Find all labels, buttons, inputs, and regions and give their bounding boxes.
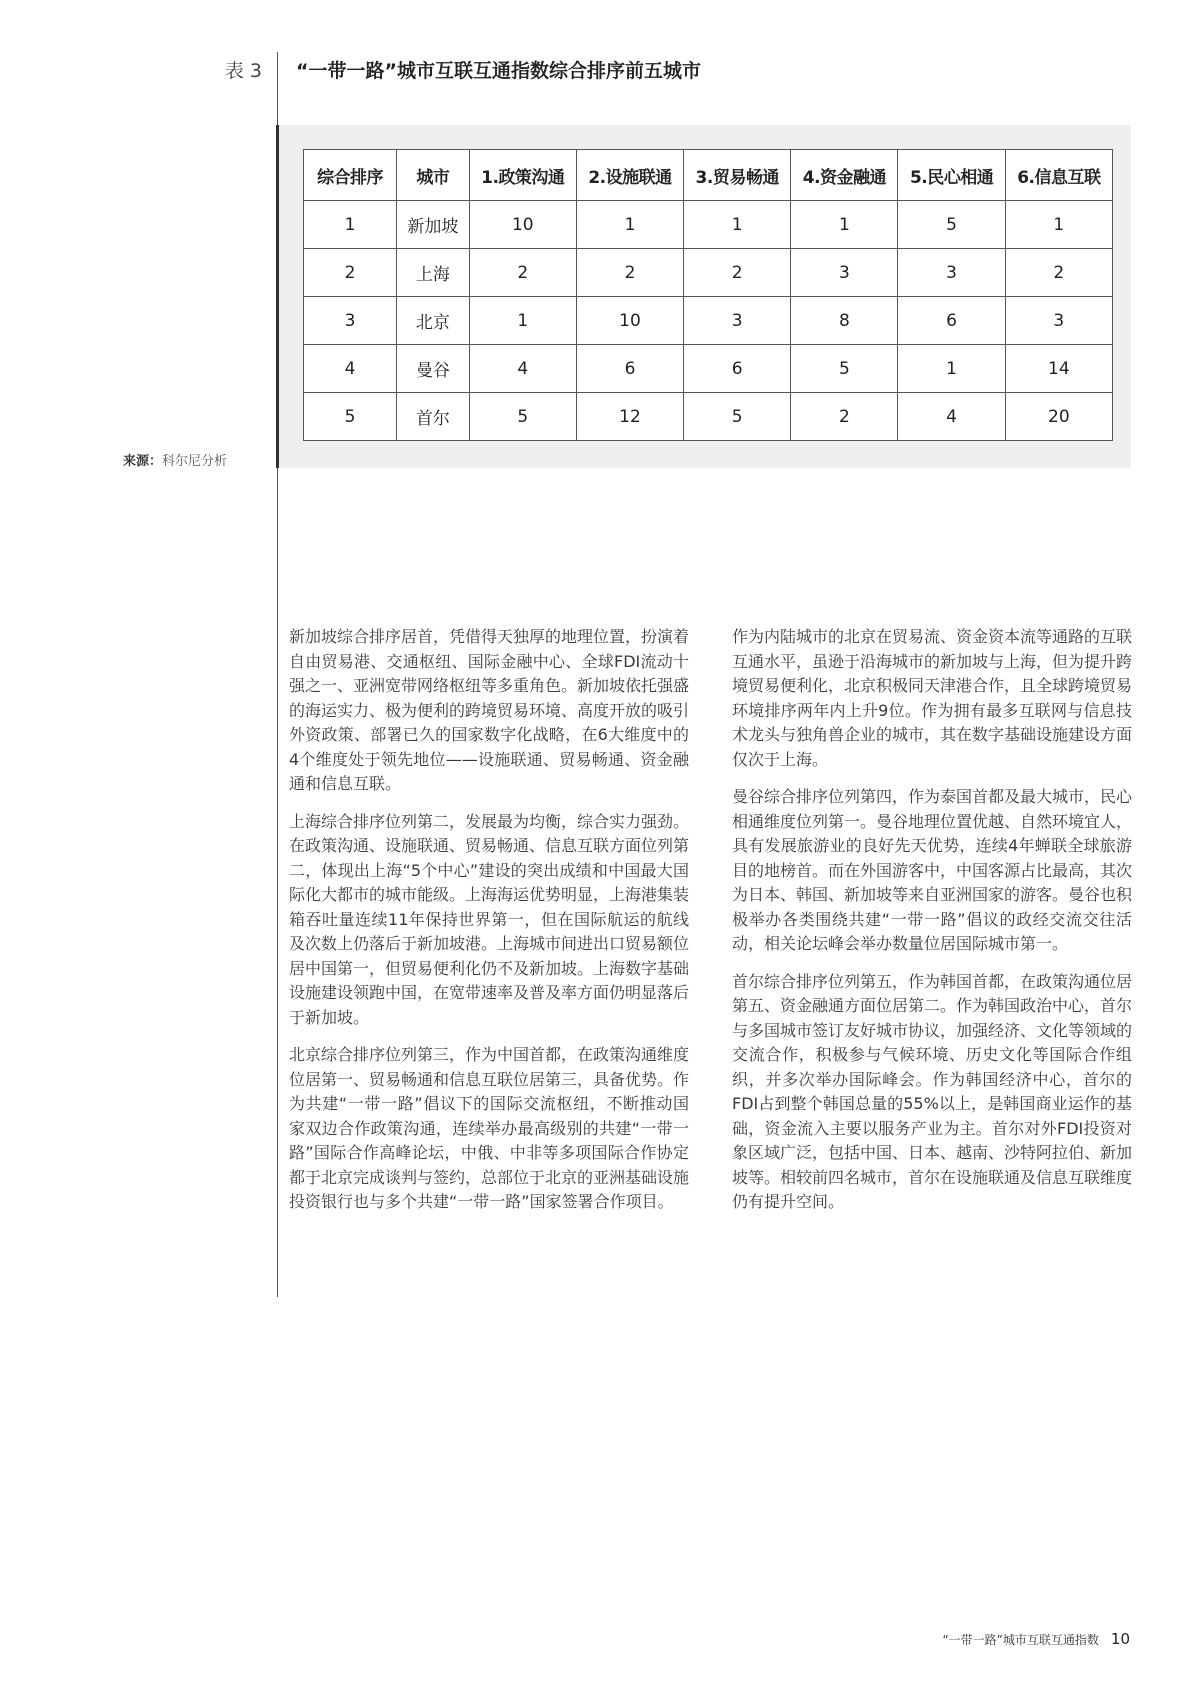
table-cell: 20 bbox=[1005, 393, 1112, 441]
source-label: 来源： bbox=[123, 454, 163, 469]
table-cell: 1 bbox=[898, 345, 1005, 393]
paragraph-shanghai: 上海综合排序位列第二，发展最为均衡，综合实力强劲。在政策沟通、设施联通、贸易畅通、信息互联方面位列第二，体现出上海“5个中心”建设的突出成绩和中国最大国际化大都市的城市能级。上海海运优势明显，上海港集装箱吞吐量连续11年保持世界第一，但在国际航运的航线及次数上仍落后于新加坡港。上海城市间进出口贸易额位居中国第一，但贸易便利化仍不及新加坡。上海数字基础设施建设领跑中国，在宽带速率及普及率方面仍明显落后于新加坡。 bbox=[289, 811, 690, 1027]
table-cell: 6 bbox=[898, 297, 1005, 345]
header-cell: 综合排序 bbox=[304, 150, 397, 201]
page-number: 10 bbox=[1110, 1630, 1130, 1648]
table-row bbox=[304, 249, 1113, 297]
table-cell: 2 bbox=[304, 249, 397, 297]
paragraph-seoul: 首尔综合排序位列第五，作为韩国首都，在政策沟通位居第五、资金融通方面位居第二。作为韩国政治中心，首尔与多国城市签订友好城市协议，加强经济、文化等领域的交流合作，积极参与气候环境、历史文化等国际合作组织，并多次举办国际峰会。作为韩国经济中心，首尔的FDI占到整个韩国总量的55%以上，是韩国商业运作的基础，资金流入主要以服务产业为主。首尔对外FDI投资对象区域广泛，包括中国、日本、越南、沙特阿拉伯、新加坡等。相较前四名城市，首尔在设施联通及信息互联维度仍有提升空间。 bbox=[732, 971, 1133, 1211]
header-cell: 3.贸易畅通 bbox=[684, 150, 791, 201]
source-note bbox=[123, 450, 227, 469]
table-cell: 3 bbox=[791, 249, 898, 297]
table-cell: 1 bbox=[791, 201, 898, 249]
table-cell: 2 bbox=[684, 249, 791, 297]
paragraph-beijing: 北京综合排序位列第三，作为中国首都，在政策沟通维度位居第一、贸易畅通和信息互联位居第三，具备优势。作为共建“一带一路”倡议下的国际交流枢纽，不断推动国家双边合作政策沟通，连续举办最高级别的共建“一带一路”国际合作高峰论坛，中俄、中非等多项国际合作协定都于北京完成谈判与签约，总部位于北京的亚洲基础设施投资银行也与多个共建“一带一路”国家签署合作项目。 bbox=[289, 1045, 690, 1211]
table-cell: 5 bbox=[304, 393, 397, 441]
table-cell: 10 bbox=[469, 201, 576, 249]
table-row bbox=[304, 201, 1113, 249]
header-cell: 2.设施联通 bbox=[576, 150, 683, 201]
table-row bbox=[304, 393, 1113, 441]
table-row bbox=[304, 345, 1113, 393]
table-cell: 1 bbox=[469, 297, 576, 345]
paragraph-bangkok: 曼谷综合排序位列第四，作为泰国首都及最大城市，民心相通维度位列第一。曼谷地理位置优越、自然环境宜人，具有发展旅游业的良好先天优势，连续4年蝉联全球旅游目的地榜首。而在外国游客中，中国客源占比最高，其次为日本、韩国、新加坡等来自亚洲国家的游客。曼谷也积极举办各类围绕共建“一带一路”倡议的政经交流交往活动，相关论坛峰会举办数量位居国际城市第一。 bbox=[732, 787, 1133, 953]
header-cell: 5.民心相通 bbox=[898, 150, 1005, 201]
table-cell: 2 bbox=[576, 249, 683, 297]
table-number-label: 表 3 bbox=[224, 60, 262, 82]
table-cell: 上海 bbox=[397, 249, 470, 297]
table-cell: 4 bbox=[898, 393, 1005, 441]
header-cell: 4.资金融通 bbox=[791, 150, 898, 201]
table-title: “一带一路”城市互联互通指数综合排序前五城市 bbox=[296, 60, 701, 82]
table-cell: 2 bbox=[1005, 249, 1112, 297]
table-cell: 6 bbox=[576, 345, 683, 393]
table-cell: 4 bbox=[304, 345, 397, 393]
table-cell: 1 bbox=[576, 201, 683, 249]
page-footer bbox=[942, 1630, 1130, 1648]
ranking-table bbox=[303, 149, 1113, 441]
body-column-left bbox=[289, 625, 689, 1228]
table-cell: 曼谷 bbox=[397, 345, 470, 393]
header-cell: 1.政策沟通 bbox=[469, 150, 576, 201]
table-cell: 8 bbox=[791, 297, 898, 345]
table-cell: 10 bbox=[576, 297, 683, 345]
table-header-row bbox=[304, 150, 1113, 201]
table-cell: 5 bbox=[684, 393, 791, 441]
table-cell: 新加坡 bbox=[397, 201, 470, 249]
table-cell: 5 bbox=[791, 345, 898, 393]
paragraph-singapore: 新加坡综合排序居首，凭借得天独厚的地理位置，扮演着自由贸易港、交通枢纽、国际金融中心、全球FDI流动十强之一、亚洲宽带网络枢纽等多重角色。新加坡依托强盛的海运实力、极为便利的跨境贸易环境、高度开放的吸引外资政策、部署已久的国家数字化战略，在6大维度中的4个维度处于领先地位——设施联通、贸易畅通、资金融通和信息互联。 bbox=[289, 627, 690, 793]
table-row bbox=[304, 297, 1113, 345]
body-column-right bbox=[732, 625, 1132, 1228]
header-cell: 城市 bbox=[397, 150, 470, 201]
table-cell: 3 bbox=[898, 249, 1005, 297]
table-cell: 12 bbox=[576, 393, 683, 441]
table-cell: 5 bbox=[469, 393, 576, 441]
table-cell: 4 bbox=[469, 345, 576, 393]
table-cell: 6 bbox=[684, 345, 791, 393]
table-cell: 3 bbox=[684, 297, 791, 345]
paragraph-beijing-cont: 作为内陆城市的北京在贸易流、资金资本流等通路的互联互通水平，虽逊于沿海城市的新加坡与上海，但为提升跨境贸易便利化，北京积极同天津港合作，且全球跨境贸易环境排序两年内上升9位。作为拥有最多互联网与信息技术龙头与独角兽企业的城市，其在数字基础设施建设方面仅次于上海。 bbox=[732, 627, 1133, 769]
table-cell: 14 bbox=[1005, 345, 1112, 393]
footer-title: “一带一路”城市互联互通指数 bbox=[942, 1633, 1099, 1647]
table-cell: 1 bbox=[304, 201, 397, 249]
table-cell: 首尔 bbox=[397, 393, 470, 441]
table-cell: 2 bbox=[791, 393, 898, 441]
table-cell: 5 bbox=[898, 201, 1005, 249]
header-cell: 6.信息互联 bbox=[1005, 150, 1112, 201]
table-panel bbox=[279, 125, 1131, 468]
source-text: 科尔尼分析 bbox=[162, 454, 228, 469]
table-cell: 北京 bbox=[397, 297, 470, 345]
table-cell: 1 bbox=[1005, 201, 1112, 249]
table-cell: 1 bbox=[684, 201, 791, 249]
table-cell: 3 bbox=[1005, 297, 1112, 345]
table-cell: 2 bbox=[469, 249, 576, 297]
table-cell: 3 bbox=[304, 297, 397, 345]
